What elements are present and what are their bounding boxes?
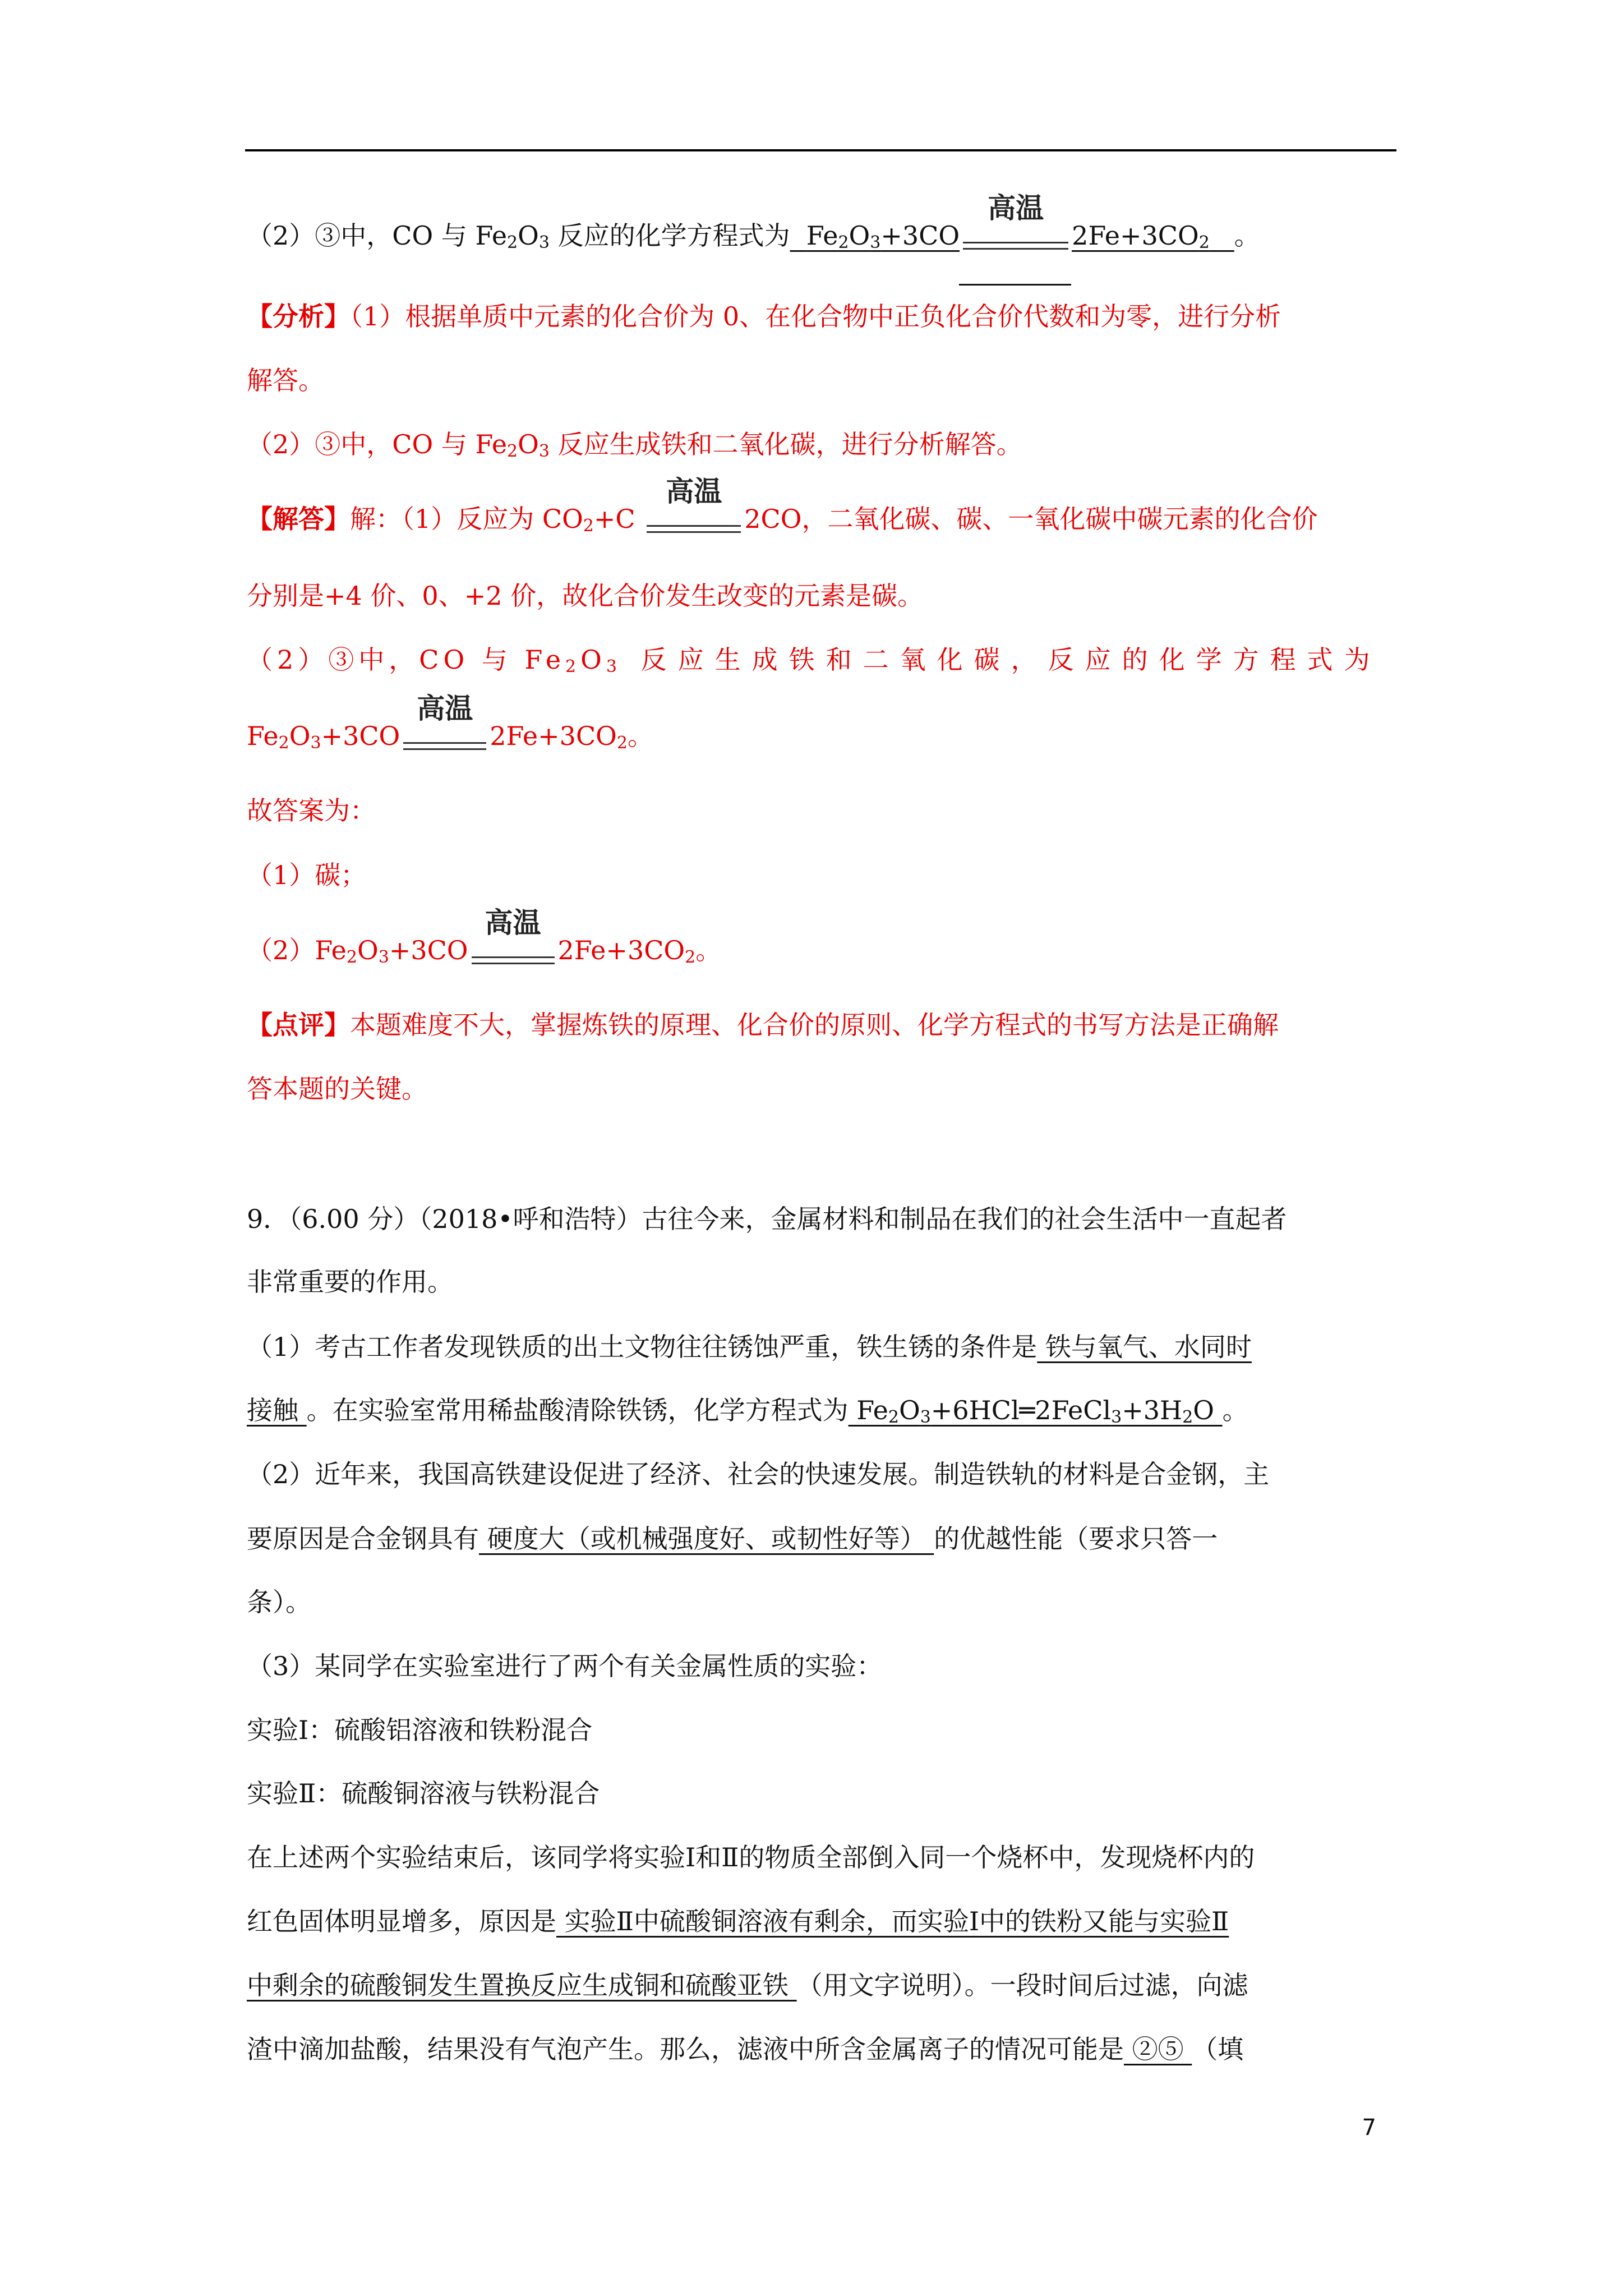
solution-line-1: 【解答】解：（1）反应为 $CO_2+C$ 高温 2CO，二氧化碳、碳、一氧化碳中碳元素的化合价 — [247, 502, 1317, 543]
answer-blank: 中剩余的硫酸铜发生置换反应生成铜和硫酸亚铁 — [247, 1970, 797, 2000]
q9-part3-d: 中剩余的硫酸铜发生置换反应生成铜和硫酸亚铁 （用文字说明）。一段时间后过滤，向滤 — [247, 1970, 1248, 2000]
solution-line-2-equation: $Fe_2O_3+3CO$ 高温 $2Fe+3CO_2$。 — [247, 719, 653, 760]
q9-exp2: 实验Ⅱ：硫酸铜溶液与铁粉混合 — [247, 1778, 600, 1809]
q8-part2-line: （2）③中，CO 与 $Fe_2O_3$ 反应的化学方程式为 $Fe_2O_3+3CO$ 高温 $2Fe+3CO_2$ 。 — [247, 219, 1260, 260]
q9-part3-a: （3）某同学在实验室进行了两个有关金属性质的实验： — [247, 1651, 883, 1681]
analysis-line-1b: 解答。 — [247, 365, 324, 395]
solution-line-2: （2）③中，CO 与 $Fe_2O_3$ 反应生成铁和二氧化碳，反应的化学方程式为 — [247, 645, 1381, 677]
answer-blank: $Fe_2O_3+6HCl═2FeCl_3+3H_2O$ — [848, 1395, 1223, 1427]
answer-blank: 实验Ⅱ中硫酸铜溶液有剩余，而实验Ⅰ中的铁粉又能与实验Ⅱ — [556, 1906, 1229, 1936]
q9-part2-d: 条）。 — [247, 1587, 311, 1617]
solution-line-1d: 分别是+4 价、0、+2 价，故化合价发生改变的元素是碳。 — [247, 581, 924, 611]
comment-line-a: 【点评】本题难度不大，掌握炼铁的原理、化合价的原则、化学方程式的书写方法是正确解 — [247, 1010, 1279, 1040]
answer-1: （1）碳； — [247, 860, 367, 890]
answer-blank: 铁与氧气、水同时 — [1037, 1332, 1252, 1362]
answer-heading: 故答案为： — [247, 795, 376, 826]
answer-2: $(2)Fe_2O_3+3CO$ 高温 $2Fe+3CO_2$。 — [247, 933, 721, 974]
q9-part1-b: 接触 。在实验室常用稀盐酸清除铁锈，化学方程式为 $Fe_2O_3+6HCl═2FeCl_3+3H_2O$ 。 — [247, 1395, 1248, 1427]
equation-arrow: 高温 — [960, 226, 1072, 260]
header-rule — [245, 149, 1396, 151]
analysis-line-1: 【分析】（1）根据单质中元素的化合价为 0、在化合物中正负化合价代数和为零，进行分析 — [247, 301, 1281, 332]
page-number: 7 — [1362, 2115, 1376, 2141]
q9-part2-b: 要原因是合金钢具有 硬度大（或机械强度好、或韧性好等） 的优越性能（要求只答一 — [247, 1524, 1218, 1554]
equation-arrow: 高温 — [400, 726, 490, 760]
answer-underline-extension — [959, 284, 1071, 286]
q9-part3-c: 红色固体明显增多，原因是 实验Ⅱ中硫酸铜溶液有剩余，而实验Ⅰ中的铁粉又能与实验Ⅱ — [247, 1906, 1229, 1936]
comment-line-b: 答本题的关键。 — [247, 1074, 427, 1104]
q9-stem-a: 9．（6.00 分）（2018•呼和浩特）古往今来，金属材料和制品在我们的社会生活中一直起者 — [247, 1204, 1287, 1234]
equation-arrow: 高温 — [643, 509, 744, 543]
q9-part3-e: 渣中滴加盐酸，结果没有气泡产生。那么，滤液中所含金属离子的情况可能是 ②⑤ （填 — [247, 2034, 1244, 2064]
q9-exp1: 实验Ⅰ：硫酸铝溶液和铁粉混合 — [247, 1715, 593, 1745]
q9-part3-b: 在上述两个实验结束后，该同学将实验Ⅰ和Ⅱ的物质全部倒入同一个烧杯中，发现烧杯内的 — [247, 1842, 1255, 1872]
equation-arrow: 高温 — [468, 941, 558, 974]
q9-stem-b: 非常重要的作用。 — [247, 1267, 453, 1297]
answer-blank: ②⑤ — [1124, 2034, 1192, 2064]
analysis-line-2: （2）③中，CO 与 $Fe_2O_3$ 反应生成铁和二氧化碳，进行分析解答。 — [247, 429, 1022, 461]
answer-blank: 接触 — [247, 1395, 307, 1425]
q9-part1-a: （1）考古工作者发现铁质的出土文物往往锈蚀严重，铁生锈的条件是 铁与氧气、水同时 — [247, 1332, 1252, 1362]
q8-answer-equation: $Fe_2O_3+3CO$ — [806, 220, 960, 252]
answer-blank: 硬度大（或机械强度好、或韧性好等） — [479, 1524, 934, 1554]
q9-part2-a: （2）近年来，我国高铁建设促进了经济、社会的快速发展。制造铁轨的材料是合金钢，主 — [247, 1459, 1270, 1489]
